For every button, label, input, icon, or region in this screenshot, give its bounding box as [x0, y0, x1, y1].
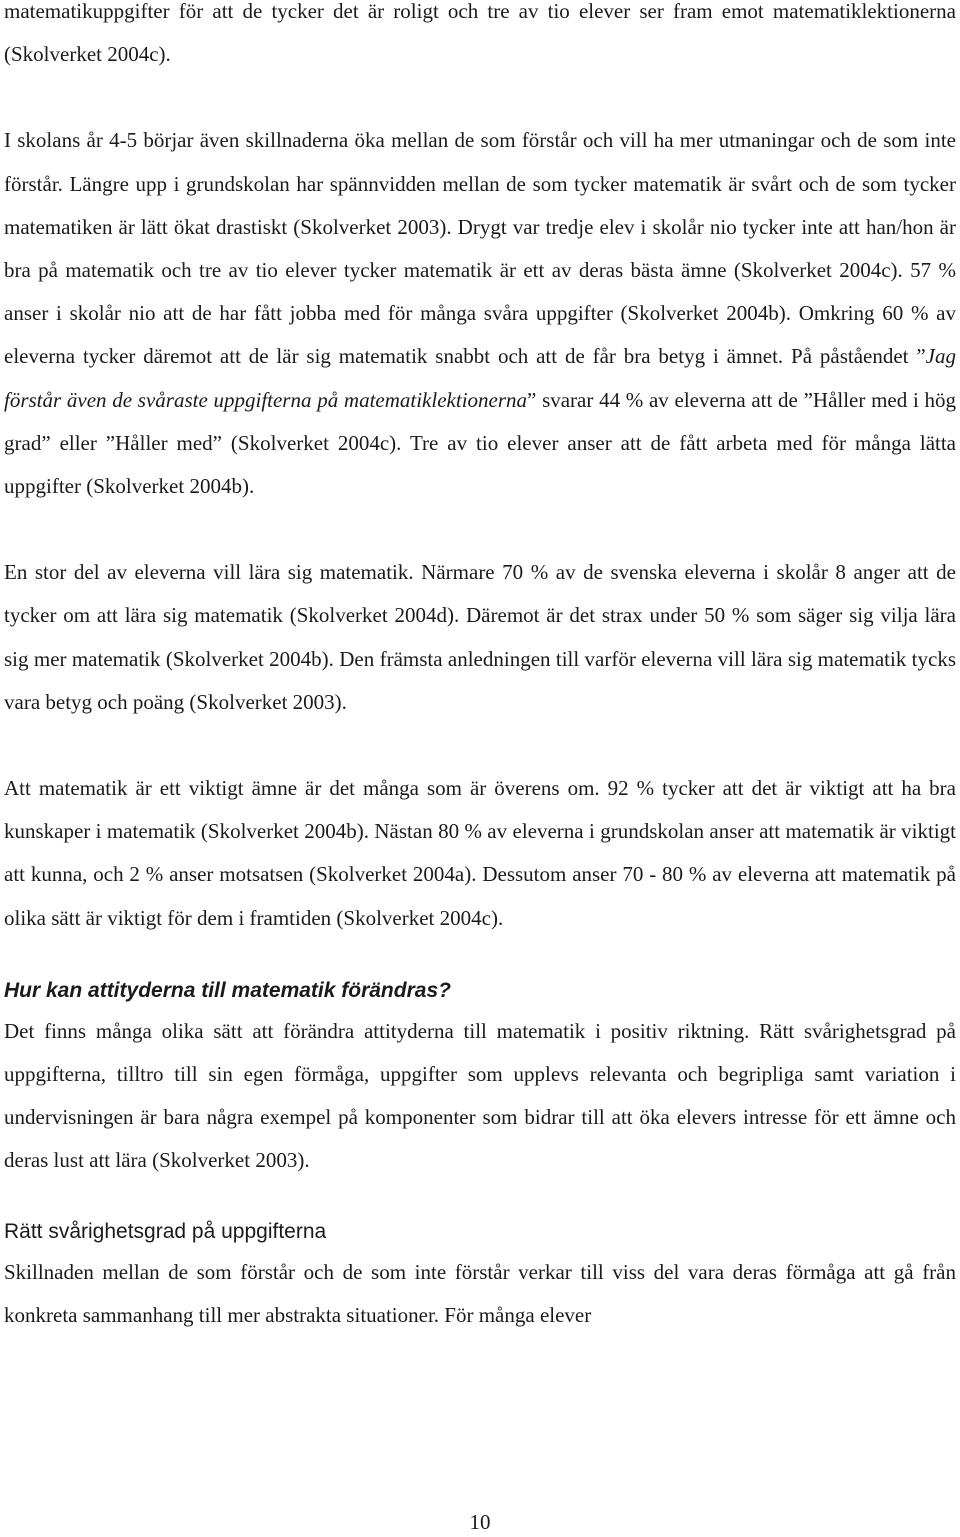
paragraph-1 [4, 0, 956, 76]
section-gap [4, 940, 956, 970]
paragraph-gap [4, 508, 956, 551]
paragraph-gap [4, 76, 956, 119]
paragraph-2-text-end: ” svarar 44 % av eleverna att de ”Håller med i hög grad” eller ”Håller med” (Skolverket 2004c). Tre av tio elever anser att de fått arbeta med för många lätta uppgifter (Skolverket 2004b). [4, 387, 956, 499]
paragraph-2-text: I skolans år 4-5 börjar även skillnaderna öka mellan de som förstår och vill ha mer utmaningar och de som inte förstår. Längre upp i grundskolan har spännvidden mellan de som tycker matematik är svårt och de som tycker matematiken är lätt ökat drastiskt (Skolverket 2003). Drygt var tredje elev i skolår nio tycker inte att han/hon är bra på matematik och tre av tio elever tycker matematik är ett av deras bästa ämne (Skolverket 2004c). 57 % anser i skolår nio att de har fått jobba med för många svåra uppgifter (Skolverket 2004b). Omkring 60 % av eleverna tycker däremot att de lär sig matematik snabbt och att de får bra betyg i ämnet. På påståendet ” [4, 128, 956, 369]
paragraph-4-text: Att matematik är ett viktigt ämne är det många som är överens om. 92 % tycker att det är viktigt att ha bra kunskaper i matematik (Skolverket 2004b). Nästan 80 % av eleverna i grundskolan anser att matematik är viktigt att kunna, och 2 % anser motsatsen (Skolverket 2004a). Dessutom anser 70 - 80 % av eleverna att matematik på olika sätt är viktigt för dem i framtiden (Skolverket 2004c). [4, 776, 956, 930]
paragraph-3 [4, 551, 956, 724]
paragraph-4 [4, 767, 956, 940]
section-gap [4, 1183, 956, 1213]
document-page [4, 0, 956, 1337]
paragraph-6-text: Skillnaden mellan de som förstår och de som inte förstår verkar till viss del vara deras förmåga att gå från konkreta sammanhang till mer abstrakta situationer. För många elever [4, 1259, 956, 1327]
paragraph-1-text: matematikuppgifter för att de tycker det är roligt och tre av tio elever ser fram emot matematiklektionerna (Skolverket 2004c). [4, 0, 956, 67]
page-number: 10 [469, 1510, 491, 1534]
paragraph-6 [4, 1251, 956, 1337]
paragraph-5-text: Det finns många olika sätt att förändra attityderna till matematik i positiv riktning. Rätt svårighetsgrad på uppgifterna, tilltro till sin egen förmåga, uppgifter som upplevs relevanta och begripliga samt variation i undervisningen är bara några exempel på komponenter som bidrar till att öka elevers intresse för ett ämne och deras lust att lära (Skolverket 2003). [4, 1018, 956, 1173]
paragraph-2 [4, 119, 956, 508]
paragraph-2-quote: Jag förstår även de svåraste uppgifterna på matematiklektionerna [4, 344, 956, 412]
paragraph-5 [4, 1010, 956, 1183]
section-heading-attitudes: Hur kan attityderna till matematik förändras? [4, 978, 451, 1002]
subsection-heading-difficulty: Rätt svårighetsgrad på uppgifterna [4, 1219, 327, 1243]
paragraph-gap [4, 724, 956, 767]
paragraph-3-text: En stor del av eleverna vill lära sig matematik. Närmare 70 % av de svenska eleverna i skolår 8 anger att de tycker om att lära sig matematik (Skolverket 2004d). Däremot är det strax under 50 % som säger sig vilja lära sig mer matematik (Skolverket 2004b). Den främsta anledningen till varför eleverna vill lära sig matematik tycks vara betyg och poäng (Skolverket 2003). [4, 560, 956, 714]
